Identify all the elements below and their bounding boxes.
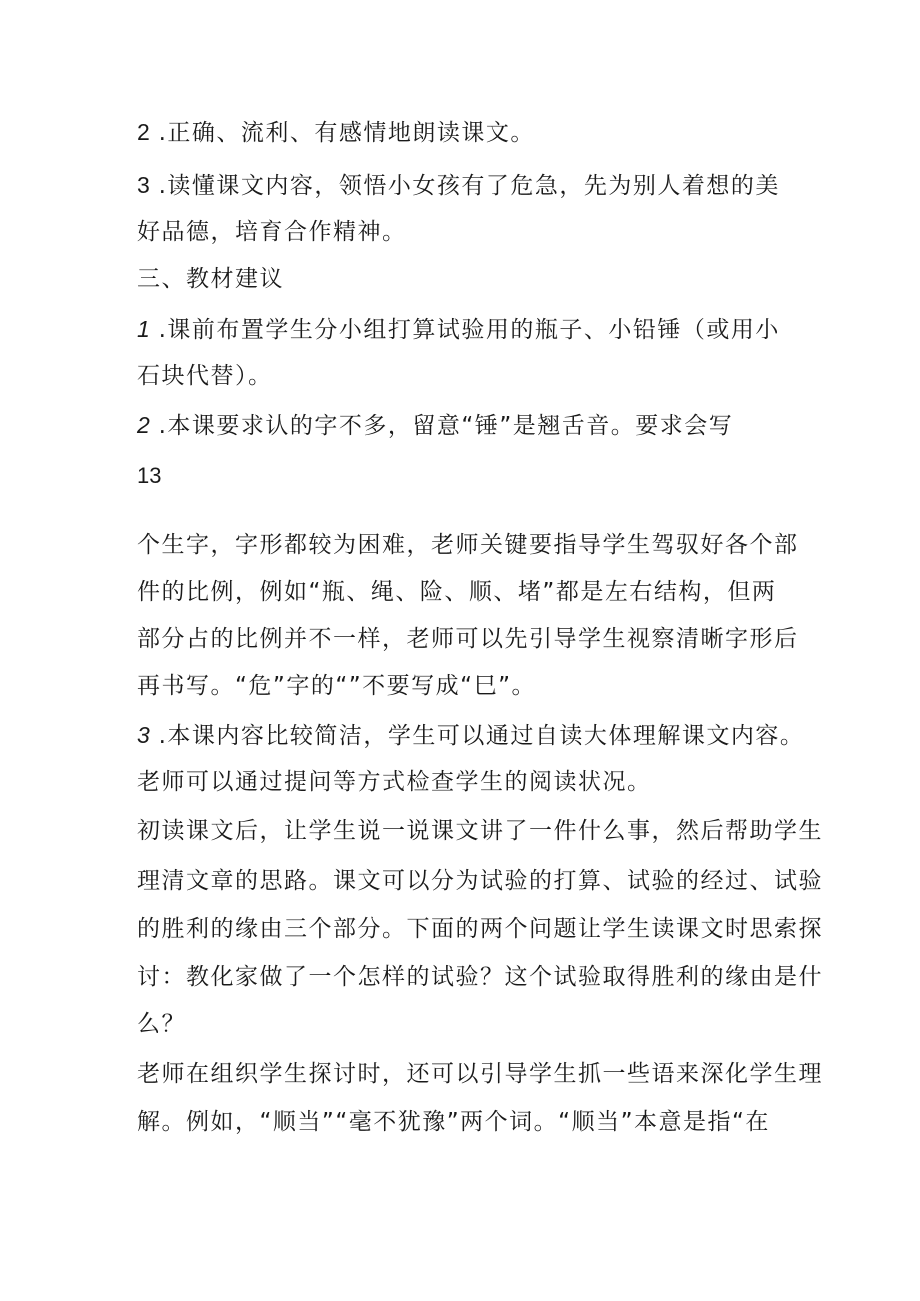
paragraph-line [137,914,823,944]
line-text: 么？ [137,1011,186,1037]
item-text: .读懂课文内容，领悟小女孩有了危急，先为别人着想的美 [149,173,780,199]
paragraph-line [137,577,776,607]
line-text: 石块代替）。 [137,363,273,389]
line-text: 讨：教化家做了一个怎样的试验？这个试验取得胜利的缘由是什 [137,964,823,990]
paragraph-line [137,1009,186,1039]
paragraph-line [137,361,273,391]
paragraph-line [137,1059,823,1089]
paragraph-line [137,866,823,896]
line-text: 再书写。“危”字的“”不要写成“巳”。 [137,673,536,699]
item-number: 2 [137,119,150,145]
line-text: 件的比例，例如“瓶、绳、险、顺、堵”都是左右结构，但两 [137,579,777,605]
paragraph-line [137,530,799,560]
list-item-2-characters [137,410,733,441]
line-text: 个生字，字形都较为困难，老师关键要指导学生驾驭好各个部 [137,532,799,558]
line-text: 好品德，培育合作精神。 [137,219,407,245]
paragraph-line [137,1107,770,1137]
item-text: .课前布置学生分小组打算试验用的瓶子、小铅锤（或用小 [149,317,780,343]
line-text: 初读课文后，让学生说一说课文讲了一件什么事，然后帮助学生 [137,818,823,844]
item-number: 2 [137,412,150,438]
paragraph-line [137,767,652,797]
item-number: 3 [137,172,150,198]
line-text: 部分占的比例并不一样，老师可以先引导学生视察清晰字形后 [137,626,799,652]
list-item-1-prepare [137,314,780,345]
paragraph-line [137,624,799,654]
line-text: 的胜利的缘由三个部分。下面的两个问题让学生读课文时思索探 [137,916,823,942]
heading-text: 三、教材建议 [137,266,284,292]
line-text: 理清文章的思路。课文可以分为试验的打算、试验的经过、试验 [137,868,823,894]
page-number: 13 [137,463,162,488]
line-text: 老师可以通过提问等方式检查学生的阅读状况。 [137,769,652,795]
paragraph-line [137,962,823,992]
line-text: 老师在组织学生探讨时，还可以引导学生抓一些语来深化学生理 [137,1061,823,1087]
section-heading-textbook-suggestions [137,264,284,294]
item-number: 3 [137,722,150,748]
list-item-2-read-aloud [137,117,535,148]
list-item-3-content [137,720,804,751]
list-item-3-understand [137,170,780,201]
line-text: 解。例如，“顺当”“毫不犹豫”两个词。“顺当”本意是指“在 [137,1109,770,1135]
item-text: .本课内容比较简洁，学生可以通过自读大体理解课文内容。 [149,723,805,749]
paragraph-line [137,671,536,701]
item-number: 1 [137,316,150,342]
item-text: .本课要求认的字不多，留意“锤”是翘舌音。要求会写 [149,413,734,439]
item-text: .正确、流利、有感情地朗读课文。 [149,120,535,146]
paragraph-line [137,816,823,846]
paragraph-line [137,217,407,247]
